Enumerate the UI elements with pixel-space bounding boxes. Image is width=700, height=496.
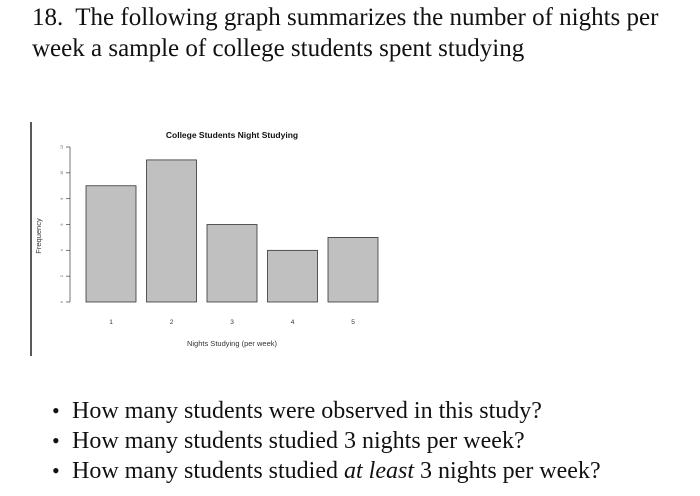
y-tick-label: 12 xyxy=(60,145,64,149)
x-tick-label: 2 xyxy=(169,319,174,326)
question-text: The following graph summarizes the number of nights per week a sample of college students spent studying xyxy=(32,4,659,62)
x-tick-label: 4 xyxy=(290,319,295,326)
question-item-text: How many students were observed in this study? xyxy=(72,398,542,424)
bar-5 xyxy=(328,237,378,302)
question-item-text: How many students studied 3 nights per week? xyxy=(72,428,525,454)
question-item-text: How many students studied at least 3 nights per week? xyxy=(72,458,601,484)
bar-4 xyxy=(268,250,318,302)
question-item xyxy=(52,426,601,456)
y-tick-label: 4 xyxy=(60,249,64,252)
y-tick-label: 6 xyxy=(60,223,64,226)
chart-title: College Students Night Studying xyxy=(165,130,299,140)
bullet-icon: • xyxy=(52,398,60,423)
y-tick-label: 0 xyxy=(60,301,64,303)
bullet-icon: • xyxy=(52,428,60,453)
x-tick-label: 3 xyxy=(230,319,234,326)
x-axis-label: Nights Studying (per week) xyxy=(186,339,278,348)
bar-3 xyxy=(207,225,257,303)
x-tick-label: 1 xyxy=(109,319,113,326)
bullet-icon: • xyxy=(52,458,60,483)
histogram-chart xyxy=(0,110,460,360)
bar-1 xyxy=(86,186,136,302)
question-item xyxy=(52,456,601,486)
y-tick-label: 10 xyxy=(60,170,64,175)
bars xyxy=(86,160,378,302)
x-tick-label: 5 xyxy=(351,319,355,326)
y-axis xyxy=(60,145,70,303)
y-tick-label: 8 xyxy=(60,197,64,200)
question-item xyxy=(52,396,601,426)
question-title xyxy=(32,2,692,64)
question-number: 18. xyxy=(32,4,64,31)
question-list xyxy=(52,396,601,486)
bar-2 xyxy=(147,160,197,302)
y-axis-label: Frequency xyxy=(34,218,43,254)
x-tick-labels xyxy=(109,319,355,326)
y-tick-label: 2 xyxy=(60,275,64,278)
